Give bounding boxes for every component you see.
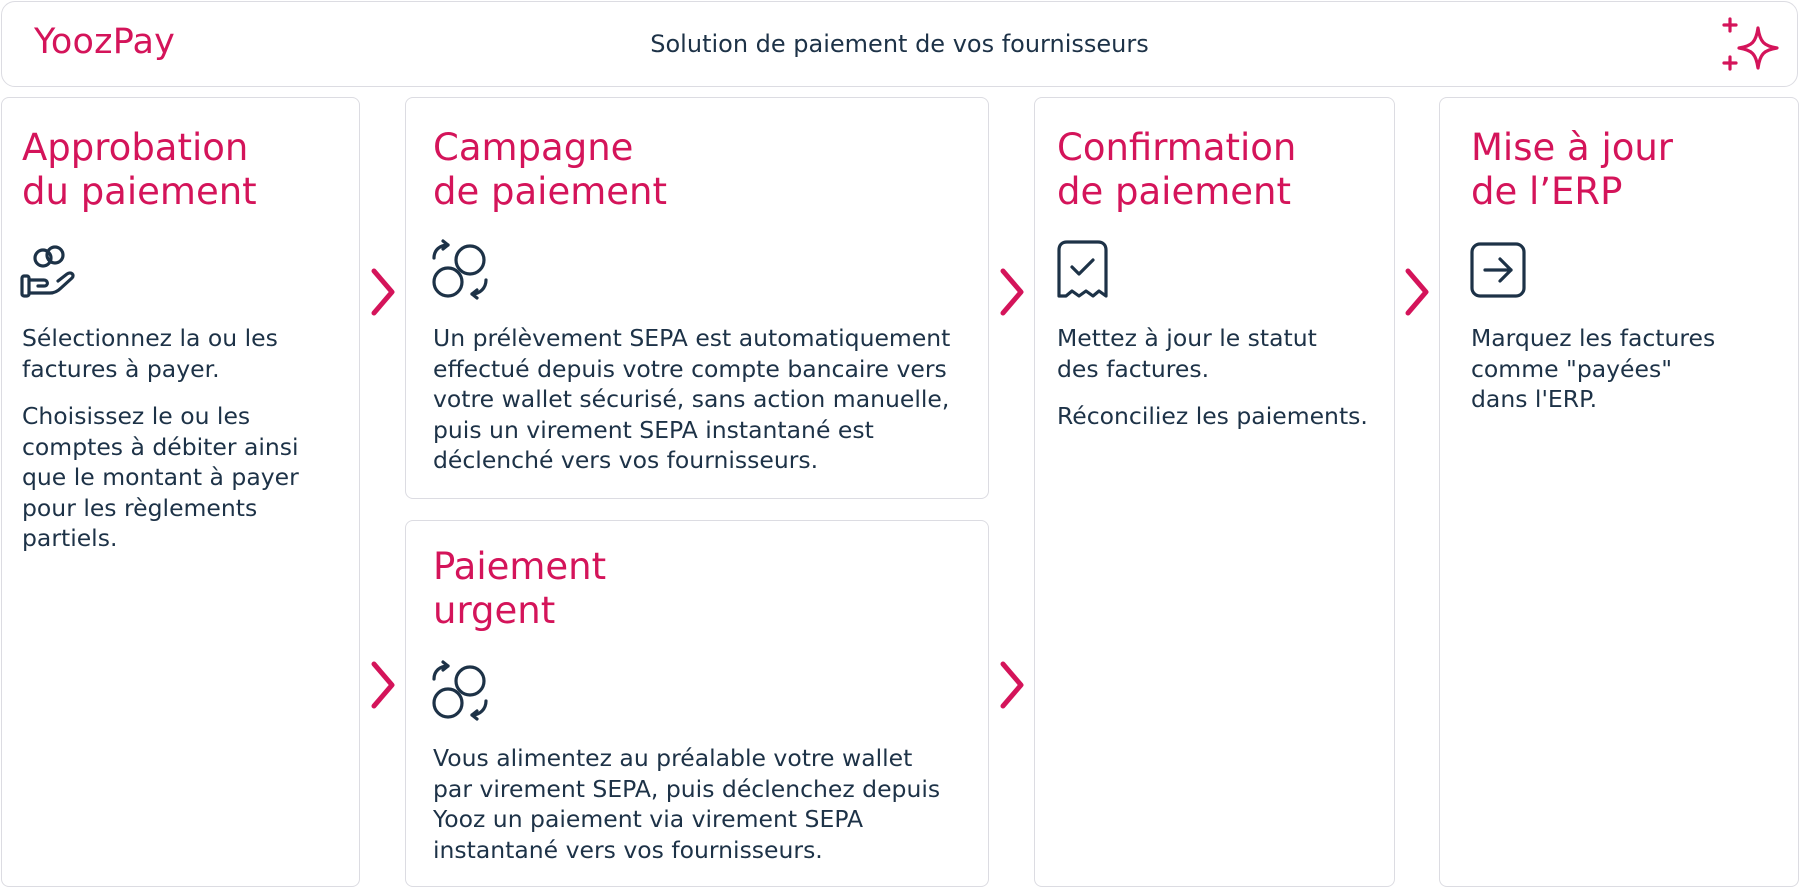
step-title: Campagne de paiement [433,126,667,213]
chevron-right-icon [995,659,1029,711]
step-text: Mettez à jour le statut des factures. [1057,324,1317,383]
step-title: Approbation du paiement [22,126,257,213]
hand-coins-icon [20,240,80,300]
step-title: Mise à jour de l’ERP [1471,126,1674,213]
sparkle-icon [1720,16,1782,76]
step-card-urgent [405,520,989,887]
step-text: Réconciliez les paiements. [1057,402,1368,430]
step-card-campaign [405,97,989,499]
step-text: Vous alimentez au préalable votre wallet par virement SEPA, puis déclenchez depuis Yooz un paiement via virement SEPA instantané vers vos fournisseurs. [433,744,941,864]
square-arrow-right-icon [1469,240,1529,300]
receipt-check-icon [1055,240,1115,300]
step-text: Choisissez le ou les comptes à débiter ainsi que le montant à payer pour les règlements partiels. [22,402,299,552]
header-title: Solution de paiement de vos fournisseurs [650,30,1149,58]
header-bar [1,1,1798,87]
chevron-right-icon [366,659,400,711]
chevron-right-icon [366,266,400,318]
step-card-erp-update [1439,97,1799,887]
step-text: Marquez les factures comme "payées" dans l'ERP. [1471,324,1716,413]
step-card-confirmation [1034,97,1395,887]
chevron-right-icon [995,266,1029,318]
coins-exchange-icon [430,661,490,721]
brand-logo: YoozPay [34,22,176,62]
coins-exchange-icon [430,240,490,300]
step-text: Sélectionnez la ou les factures à payer. [22,324,278,383]
step-card-approval [1,97,360,887]
step-text: Un prélèvement SEPA est automatiquement effectué depuis votre compte bancaire vers votre wallet sécurisé, sans action manuelle, puis un virement SEPA instantané est déclenché vers vos fournisseurs. [433,324,951,474]
step-title: Paiement urgent [433,545,607,632]
chevron-right-icon [1400,266,1434,318]
step-title: Confirmation de paiement [1057,126,1297,213]
